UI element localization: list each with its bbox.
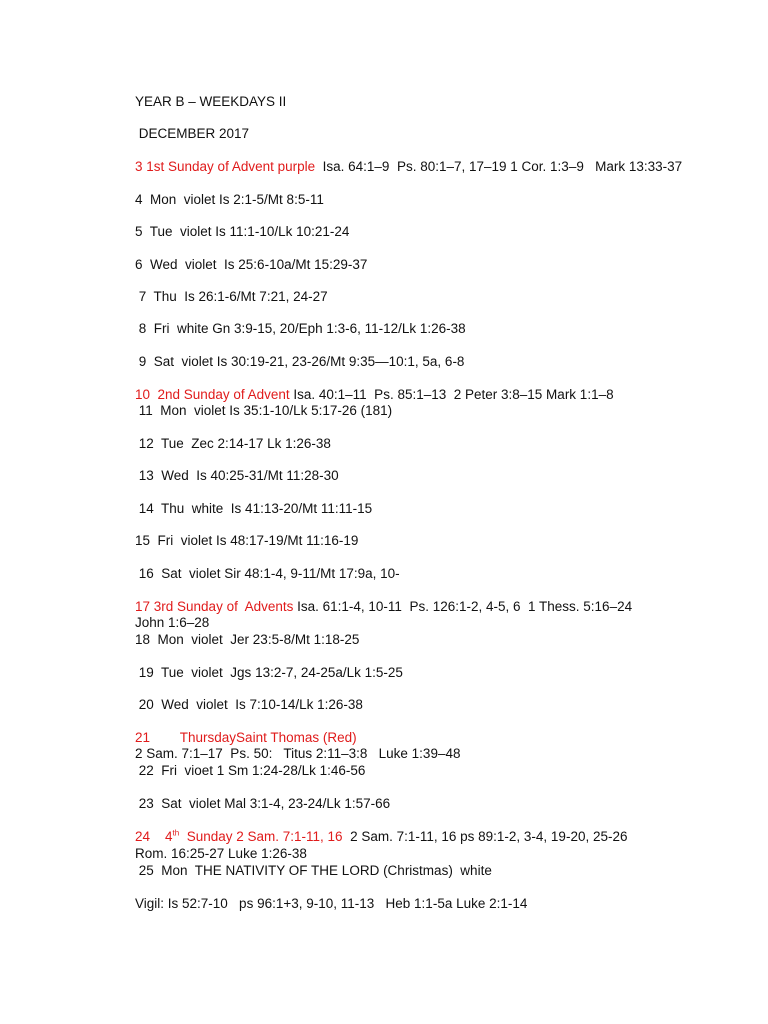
entry-dec-17-continued: John 1:6–28 xyxy=(135,615,210,630)
entry-dec-19: 19 Tue violet Jgs 13:2-7, 24-25a/Lk 1:5-25 xyxy=(135,665,403,680)
entry-dec-17 xyxy=(135,599,632,615)
entry-dec-21 xyxy=(135,730,357,746)
feast-label: 17 3rd Sunday of Advents xyxy=(135,599,294,614)
feast-label: 3 1st Sunday of Advent purple xyxy=(135,159,316,174)
readings: Isa. 64:1–9 Ps. 80:1–7, 17–19 1 Cor. 1:3–9 Mark 13:33-37 xyxy=(315,159,683,174)
entry-dec-21-readings: 2 Sam. 7:1–17 Ps. 50: Titus 2:11–3:8 Luke 1:39–48 xyxy=(135,746,461,761)
entry-dec-16: 16 Sat violet Sir 48:1-4, 9-11/Mt 17:9a, 10- xyxy=(135,566,400,581)
entry-dec-11: 11 Mon violet Is 35:1-10/Lk 5:17-26 (181) xyxy=(135,403,393,418)
entry-dec-22: 22 Fri vioet 1 Sm 1:24-28/Lk 1:46-56 xyxy=(135,763,366,778)
entry-dec-14: 14 Thu white Is 41:13-20/Mt 11:11-15 xyxy=(135,501,373,516)
entry-dec-24 xyxy=(135,829,628,845)
entry-dec-15: 15 Fri violet Is 48:17-19/Mt 11:16-19 xyxy=(135,533,359,548)
entry-dec-10 xyxy=(135,387,614,403)
entry-dec-24-continued: Rom. 16:25-27 Luke 1:26-38 xyxy=(135,846,307,861)
feast-label-continued: Sunday 2 Sam. 7:1-11, 16 xyxy=(179,829,343,844)
entry-dec-4: 4 Mon violet Is 2:1-5/Mt 8:5-11 xyxy=(135,192,324,207)
page-title: YEAR B – WEEKDAYS II xyxy=(135,94,287,109)
entry-vigil: Vigil: Is 52:7-10 ps 96:1+3, 9-10, 11-13 Heb 1:1-5a Luke 2:1-14 xyxy=(135,896,528,911)
entry-dec-18: 18 Mon violet Jer 23:5-8/Mt 1:18-25 xyxy=(135,632,360,647)
readings: 2 Sam. 7:1-11, 16 ps 89:1-2, 3-4, 19-20, 25-26 xyxy=(342,829,628,844)
feast-label: 21 ThursdaySaint Thomas xyxy=(135,730,320,745)
ordinal-suffix: th xyxy=(172,828,180,838)
entry-dec-25: 25 Mon THE NATIVITY OF THE LORD (Christmas) white xyxy=(135,863,492,878)
entry-dec-12: 12 Tue Zec 2:14-17 Lk 1:26-38 xyxy=(135,436,331,451)
entry-dec-3 xyxy=(135,159,682,175)
readings: Isa. 40:1–11 Ps. 85:1–13 2 Peter 3:8–15 Mark 1:1–8 xyxy=(289,387,614,402)
entry-dec-20: 20 Wed violet Is 7:10-14/Lk 1:26-38 xyxy=(135,697,363,712)
entry-dec-6: 6 Wed violet Is 25:6-10a/Mt 15:29-37 xyxy=(135,257,368,272)
feast-label: 10 2nd Sunday of Advent xyxy=(135,387,290,402)
entry-dec-8: 8 Fri white Gn 3:9-15, 20/Eph 1:3-6, 11-12/Lk 1:26-38 xyxy=(135,321,466,336)
entry-dec-13: 13 Wed Is 40:25-31/Mt 11:28-30 xyxy=(135,468,339,483)
liturgical-color: (Red) xyxy=(319,730,357,745)
month-heading: DECEMBER 2017 xyxy=(135,126,250,141)
entry-dec-23: 23 Sat violet Mal 3:1-4, 23-24/Lk 1:57-66 xyxy=(135,796,391,811)
readings: Isa. 61:1-4, 10-11 Ps. 126:1-2, 4-5, 6 1 Thess. 5:16–24 xyxy=(293,599,633,614)
entry-dec-7: 7 Thu Is 26:1-6/Mt 7:21, 24-27 xyxy=(135,289,328,304)
entry-dec-5: 5 Tue violet Is 11:1-10/Lk 10:21-24 xyxy=(135,224,350,239)
feast-label: 24 4 xyxy=(135,829,173,844)
entry-dec-9: 9 Sat violet Is 30:19-21, 23-26/Mt 9:35—10:1, 5a, 6-8 xyxy=(135,354,465,369)
